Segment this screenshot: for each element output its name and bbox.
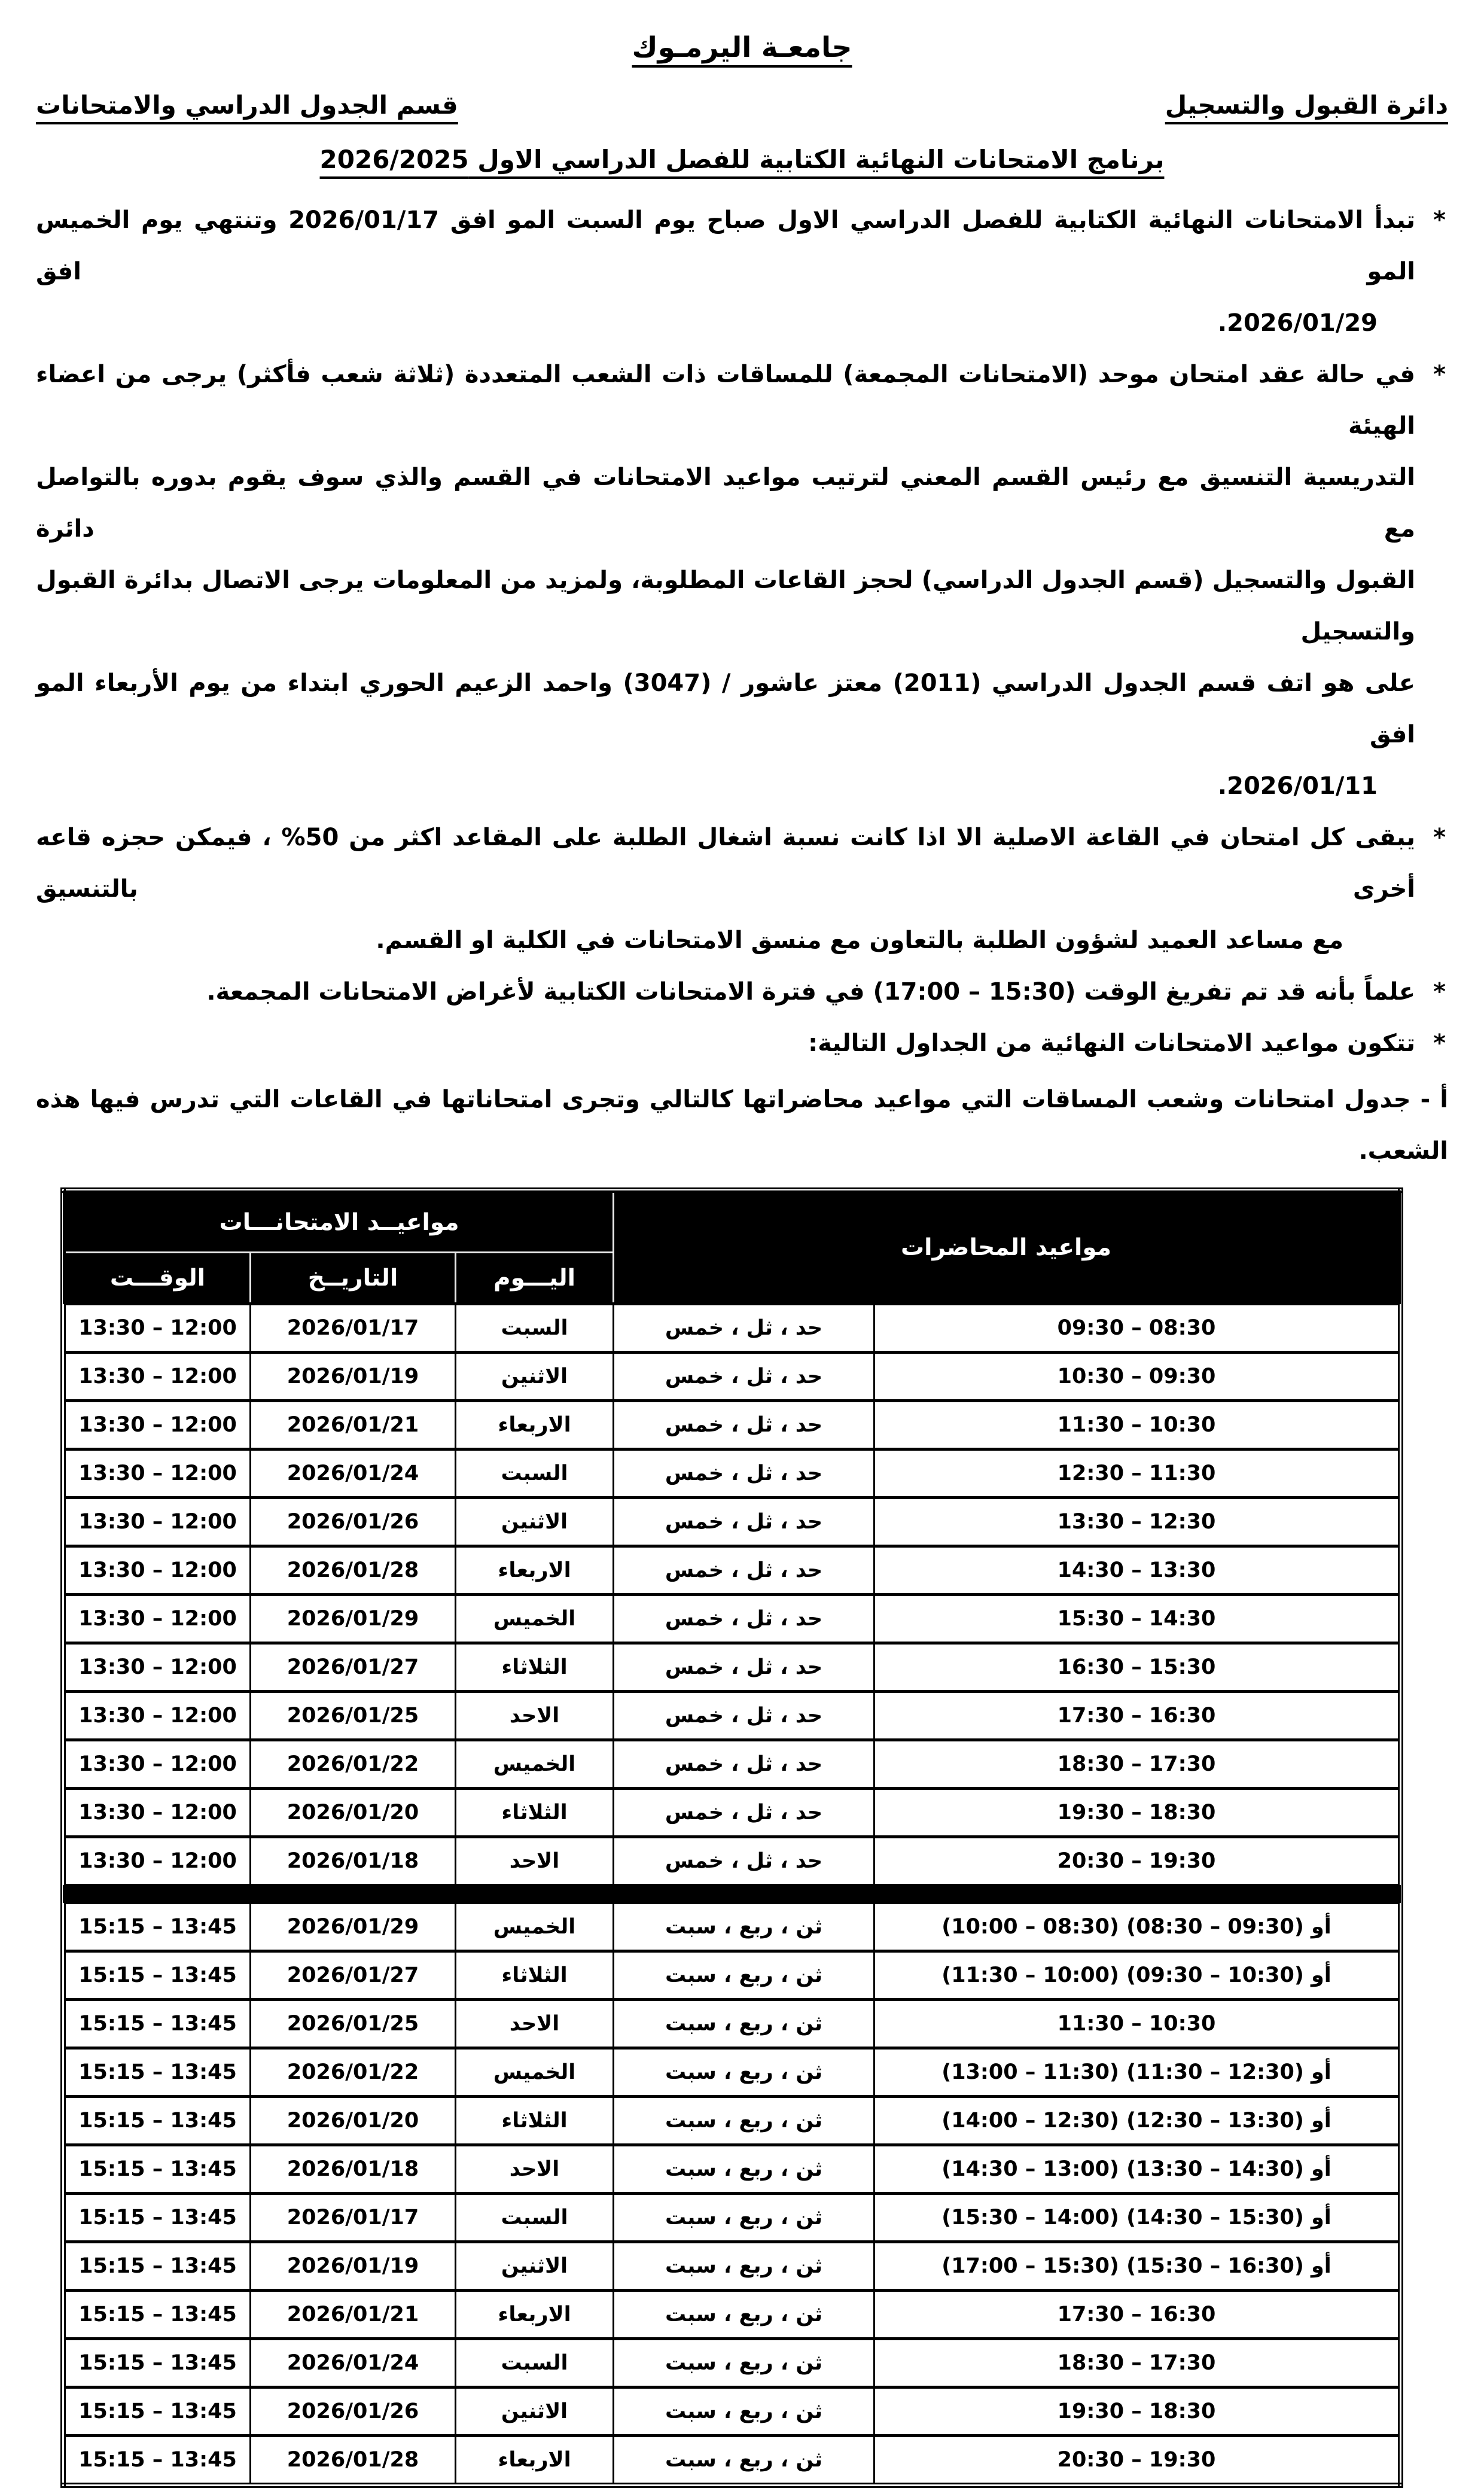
exam-date-cell: 2026/01/21 — [251, 1401, 456, 1449]
table-row — [63, 1643, 1400, 1692]
lecture-time-cell: 19:30 – 18:30 — [874, 1789, 1401, 1837]
exam-date-cell: 2026/01/21 — [251, 2291, 456, 2339]
divider-bar — [63, 1885, 1400, 1903]
bullet-asterisk: * — [1433, 361, 1446, 388]
note-line — [36, 349, 1448, 452]
exam-day-cell: الاربعاء — [456, 1401, 614, 1449]
note-line — [36, 194, 1448, 297]
exam-day-cell: الخميس — [456, 2048, 614, 2097]
exam-date-cell: 2026/01/27 — [251, 1951, 456, 2000]
lecture-days-cell: ثن ، ربع ، سبت — [614, 2436, 874, 2486]
exam-day-cell: الاحد — [456, 2000, 614, 2048]
exam-day-cell: الخميس — [456, 1740, 614, 1789]
bullet-asterisk: * — [1433, 206, 1446, 234]
exam-time-cell: 15:15 – 13:45 — [63, 2048, 250, 2097]
header-time: الوقـــت — [63, 1253, 250, 1304]
table-row — [63, 1498, 1400, 1546]
exam-date-cell: 2026/01/25 — [251, 2000, 456, 2048]
program-title: برنامج الامتحانات النهائية الكتابية للفصل الدراسي الاول 2026/2025 — [319, 145, 1165, 174]
note-text: يبقى كل امتحان في القاعة الاصلية الا اذا كانت نسبة اشغال الطلبة على المقاعد اكثر من 50% ، فيمكن حجزه قاعه أخرى بالتنسيق — [36, 824, 1416, 903]
exam-time-cell: 13:30 – 12:00 — [63, 1304, 250, 1353]
exam-day-cell: الثلاثاء — [456, 2097, 614, 2145]
lecture-days-cell: ثن ، ربع ، سبت — [614, 1903, 874, 1951]
table-row — [63, 1789, 1400, 1837]
note-text: تتكون مواعيد الامتحانات النهائية من الجداول التالية: — [808, 1030, 1415, 1057]
exam-day-cell: السبت — [456, 2194, 614, 2242]
exam-day-cell: الاحد — [456, 1692, 614, 1740]
lecture-time-cell: (11:30 – 10:00) أو (10:30 – 09:30) — [874, 1951, 1401, 2000]
lecture-time-cell: 09:30 – 08:30 — [874, 1304, 1401, 1353]
lecture-time-cell: (17:00 – 15:30) أو (16:30 – 15:30) — [874, 2242, 1401, 2291]
exam-date-cell: 2026/01/22 — [251, 2048, 456, 2097]
bullet-asterisk: * — [1433, 1030, 1446, 1057]
lecture-time-cell: (14:30 – 13:00) أو (14:30 – 13:30) — [874, 2145, 1401, 2194]
lecture-days-cell: حد ، ثل ، خمس — [614, 1546, 874, 1595]
exam-date-cell: 2026/01/24 — [251, 1449, 456, 1498]
lecture-time-cell: 19:30 – 18:30 — [874, 2387, 1401, 2436]
lecture-time-cell: 20:30 – 19:30 — [874, 2436, 1401, 2486]
lecture-days-cell: حد ، ثل ، خمس — [614, 1740, 874, 1789]
department-row — [36, 90, 1448, 120]
section-divider — [63, 1885, 1400, 1903]
exam-date-cell: 2026/01/27 — [251, 1643, 456, 1692]
lecture-days-cell: حد ، ثل ، خمس — [614, 1789, 874, 1837]
table-row — [63, 1595, 1400, 1643]
note-line — [36, 657, 1448, 760]
exam-day-cell: السبت — [456, 1449, 614, 1498]
lecture-days-cell: ثن ، ربع ، سبت — [614, 2145, 874, 2194]
exam-time-cell: 15:15 – 13:45 — [63, 2339, 250, 2387]
lecture-days-cell: حد ، ثل ، خمس — [614, 1304, 874, 1353]
exam-day-cell: الاربعاء — [456, 2291, 614, 2339]
note-text: مع مساعد العميد لشؤون الطلبة بالتعاون مع منسق الامتحانات في الكلية او القسم. — [376, 927, 1343, 954]
exam-date-cell: 2026/01/17 — [251, 2194, 456, 2242]
note-text: علماً بأنه قد تم تفريغ الوقت (15:30 – 17:00) في فترة الامتحانات الكتابية لأغراض الامتحانات المجمعة. — [206, 978, 1415, 1006]
exam-date-cell: 2026/01/20 — [251, 2097, 456, 2145]
note-text: القبول والتسجيل (قسم الجدول الدراسي) لحجز القاعات المطلوبة، ولمزيد من المعلومات يرجى الاتصال بدائرة القبول والتسجيل — [36, 567, 1415, 645]
exam-time-cell: 13:30 – 12:00 — [63, 1595, 250, 1643]
lecture-time-cell: 10:30 – 09:30 — [874, 1353, 1401, 1401]
header-date: التاريــخ — [251, 1253, 456, 1304]
exam-day-cell: الخميس — [456, 1903, 614, 1951]
section-1-rows — [63, 1304, 1400, 1885]
university-name: جامعـة اليرمـوك — [632, 31, 852, 64]
lecture-time-cell: 11:30 – 10:30 — [874, 2000, 1401, 2048]
table-header — [63, 1190, 1400, 1304]
lecture-days-cell: ثن ، ربع ، سبت — [614, 2000, 874, 2048]
table-row — [63, 1740, 1400, 1789]
exam-date-cell: 2026/01/29 — [251, 1903, 456, 1951]
note-line — [36, 297, 1448, 349]
exam-day-cell: الاثنين — [456, 1353, 614, 1401]
lecture-time-cell: 18:30 – 17:30 — [874, 2339, 1401, 2387]
dept-schedule-exams: قسم الجدول الدراسي والامتحانات — [36, 90, 458, 120]
table-row — [63, 1449, 1400, 1498]
exam-day-cell: الثلاثاء — [456, 1951, 614, 2000]
table-row — [63, 1837, 1400, 1885]
exam-day-cell: الاحد — [456, 1837, 614, 1885]
lecture-time-cell: 16:30 – 15:30 — [874, 1643, 1401, 1692]
note-text: في حالة عقد امتحان موحد (الامتحانات المجمعة) للمساقات ذات الشعب المتعددة (ثلاثة شعب فأكثر) يرجى من اعضاء الهيئة — [36, 361, 1415, 440]
exam-day-cell: السبت — [456, 2339, 614, 2387]
table-row — [63, 1546, 1400, 1595]
exam-time-cell: 13:30 – 12:00 — [63, 1643, 250, 1692]
lecture-days-cell: ثن ، ربع ، سبت — [614, 2242, 874, 2291]
exam-time-cell: 13:30 – 12:00 — [63, 1353, 250, 1401]
lecture-time-cell: 20:30 – 19:30 — [874, 1837, 1401, 1885]
note-line — [36, 452, 1448, 555]
table-row — [63, 2048, 1400, 2097]
exam-date-cell: 2026/01/29 — [251, 1595, 456, 1643]
lecture-time-cell: 14:30 – 13:30 — [874, 1546, 1401, 1595]
note-line — [36, 1018, 1448, 1069]
note-text: 2026/01/11. — [1217, 772, 1378, 800]
lecture-days-cell: حد ، ثل ، خمس — [614, 1692, 874, 1740]
exam-time-cell: 13:30 – 12:00 — [63, 1498, 250, 1546]
lecture-time-cell: 13:30 – 12:30 — [874, 1498, 1401, 1546]
lecture-days-cell: حد ، ثل ، خمس — [614, 1837, 874, 1885]
exam-day-cell: الخميس — [456, 1595, 614, 1643]
exam-date-cell: 2026/01/18 — [251, 1837, 456, 1885]
exam-time-cell: 15:15 – 13:45 — [63, 1951, 250, 2000]
lecture-days-cell: ثن ، ربع ، سبت — [614, 2291, 874, 2339]
note-line — [36, 966, 1448, 1018]
lecture-days-cell: ثن ، ربع ، سبت — [614, 1951, 874, 2000]
notes-list — [36, 194, 1448, 1069]
lecture-days-cell: ثن ، ربع ، سبت — [614, 2194, 874, 2242]
exam-time-cell: 13:30 – 12:00 — [63, 1546, 250, 1595]
exam-time-cell: 13:30 – 12:00 — [63, 1740, 250, 1789]
exam-day-cell: الاربعاء — [456, 1546, 614, 1595]
exam-day-cell: الاثنين — [456, 1498, 614, 1546]
exam-date-cell: 2026/01/26 — [251, 2387, 456, 2436]
note-line — [36, 915, 1448, 966]
exam-date-cell: 2026/01/18 — [251, 2145, 456, 2194]
exam-date-cell: 2026/01/28 — [251, 2436, 456, 2486]
table-row — [63, 2242, 1400, 2291]
lecture-days-cell: حد ، ثل ، خمس — [614, 1595, 874, 1643]
table-row — [63, 2000, 1400, 2048]
exam-date-cell: 2026/01/17 — [251, 1304, 456, 1353]
exam-time-cell: 15:15 – 13:45 — [63, 2097, 250, 2145]
header-day: اليـــوم — [456, 1253, 614, 1304]
note-text: على هو اتف قسم الجدول الدراسي (2011) معتز عاشور / (3047) واحمد الزعيم الحوري ابتداء من يوم الأربعاء المو افق — [36, 669, 1416, 748]
exam-time-cell: 15:15 – 13:45 — [63, 2291, 250, 2339]
exam-schedule-table — [60, 1187, 1403, 2488]
table-row — [63, 1304, 1400, 1353]
exam-day-cell: الاربعاء — [456, 2436, 614, 2486]
table-row — [63, 2387, 1400, 2436]
note-line — [36, 555, 1448, 657]
lecture-days-cell: ثن ، ربع ، سبت — [614, 2048, 874, 2097]
exam-day-cell: الثلاثاء — [456, 1789, 614, 1837]
exam-day-cell: الاثنين — [456, 2387, 614, 2436]
lecture-time-cell: 15:30 – 14:30 — [874, 1595, 1401, 1643]
exam-time-cell: 15:15 – 13:45 — [63, 2194, 250, 2242]
note-text: التدريسية التنسيق مع رئيس القسم المعني لترتيب مواعيد الامتحانات في القسم والذي سوف يقوم بدوره بالتواصل مع دائرة — [36, 464, 1415, 543]
header-exam-times-group: مواعيــد الامتحانـــات — [63, 1190, 613, 1253]
section-2-rows — [63, 1903, 1400, 2486]
lecture-days-cell: حد ، ثل ، خمس — [614, 1353, 874, 1401]
exam-day-cell: الاثنين — [456, 2242, 614, 2291]
table-row — [63, 2145, 1400, 2194]
lecture-time-cell: (15:30 – 14:00) أو (15:30 – 14:30) — [874, 2194, 1401, 2242]
exam-time-cell: 15:15 – 13:45 — [63, 2000, 250, 2048]
table-row — [63, 2291, 1400, 2339]
exam-date-cell: 2026/01/25 — [251, 1692, 456, 1740]
note-text: تبدأ الامتحانات النهائية الكتابية للفصل الدراسي الاول صباح يوم السبت المو افق 2026/01/17 وتنتهي يوم الخميس المو افق — [36, 206, 1415, 285]
exam-date-cell: 2026/01/24 — [251, 2339, 456, 2387]
table-row — [63, 1692, 1400, 1740]
lecture-time-cell: 11:30 – 10:30 — [874, 1401, 1401, 1449]
lecture-time-cell: (10:00 – 08:30) أو (09:30 – 08:30) — [874, 1903, 1401, 1951]
exam-time-cell: 13:30 – 12:00 — [63, 1449, 250, 1498]
exam-time-cell: 13:30 – 12:00 — [63, 1789, 250, 1837]
table-row — [63, 1353, 1400, 1401]
note-text: 2026/01/29. — [1217, 309, 1378, 337]
section-a-heading: أ - جدول امتحانات وشعب المساقات التي مواعيد محاضراتها كالتالي وتجرى امتحاناتها في القاعات التي تدرس فيها هذه الشعب. — [36, 1086, 1448, 1165]
exam-time-cell: 15:15 – 13:45 — [63, 2242, 250, 2291]
table-row — [63, 1903, 1400, 1951]
table-row — [63, 2194, 1400, 2242]
exam-day-cell: السبت — [456, 1304, 614, 1353]
exam-time-cell: 15:15 – 13:45 — [63, 2436, 250, 2486]
table-row — [63, 2097, 1400, 2145]
exam-time-cell: 13:30 – 12:00 — [63, 1692, 250, 1740]
exam-date-cell: 2026/01/28 — [251, 1546, 456, 1595]
table-row — [63, 2339, 1400, 2387]
lecture-time-cell: 12:30 – 11:30 — [874, 1449, 1401, 1498]
lecture-days-cell: حد ، ثل ، خمس — [614, 1401, 874, 1449]
lecture-time-cell: (13:00 – 11:30) أو (12:30 – 11:30) — [874, 2048, 1401, 2097]
lecture-time-cell: 17:30 – 16:30 — [874, 1692, 1401, 1740]
table-row — [63, 2436, 1400, 2486]
exam-time-cell: 15:15 – 13:45 — [63, 2387, 250, 2436]
exam-date-cell: 2026/01/19 — [251, 1353, 456, 1401]
lecture-time-cell: 18:30 – 17:30 — [874, 1740, 1401, 1789]
lecture-days-cell: ثن ، ربع ، سبت — [614, 2339, 874, 2387]
bullet-asterisk: * — [1433, 824, 1446, 851]
exam-date-cell: 2026/01/20 — [251, 1789, 456, 1837]
exam-time-cell: 15:15 – 13:45 — [63, 2145, 250, 2194]
lecture-time-cell: 17:30 – 16:30 — [874, 2291, 1401, 2339]
lecture-time-cell: (14:00 – 12:30) أو (13:30 – 12:30) — [874, 2097, 1401, 2145]
exam-time-cell: 15:15 – 13:45 — [63, 1903, 250, 1951]
header-lecture-times: مواعيد المحاضرات — [614, 1190, 1401, 1304]
note-line — [36, 812, 1448, 915]
note-line — [36, 760, 1448, 812]
bullet-asterisk: * — [1433, 978, 1446, 1006]
lecture-days-cell: ثن ، ربع ، سبت — [614, 2387, 874, 2436]
exam-time-cell: 13:30 – 12:00 — [63, 1837, 250, 1885]
lecture-days-cell: ثن ، ربع ، سبت — [614, 2097, 874, 2145]
table-row — [63, 1951, 1400, 2000]
dept-admission-registration: دائرة القبول والتسجيل — [1165, 90, 1448, 120]
lecture-days-cell: حد ، ثل ، خمس — [614, 1498, 874, 1546]
exam-day-cell: الاحد — [456, 2145, 614, 2194]
exam-day-cell: الثلاثاء — [456, 1643, 614, 1692]
lecture-days-cell: حد ، ثل ، خمس — [614, 1643, 874, 1692]
exam-date-cell: 2026/01/19 — [251, 2242, 456, 2291]
exam-date-cell: 2026/01/26 — [251, 1498, 456, 1546]
exam-time-cell: 13:30 – 12:00 — [63, 1401, 250, 1449]
exam-date-cell: 2026/01/22 — [251, 1740, 456, 1789]
page-title — [36, 31, 1448, 64]
table-row — [63, 1401, 1400, 1449]
lecture-days-cell: حد ، ثل ، خمس — [614, 1449, 874, 1498]
